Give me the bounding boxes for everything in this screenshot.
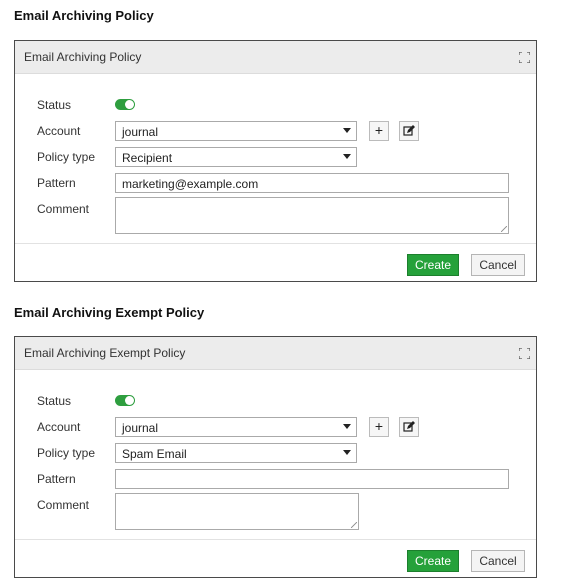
policy-type-label: Policy type <box>37 446 96 460</box>
pattern-label: Pattern <box>37 176 76 190</box>
policy-type-select[interactable] <box>115 443 357 463</box>
comment-label: Comment <box>37 498 90 512</box>
comment-label: Comment <box>37 202 90 216</box>
expand-icon[interactable] <box>519 348 530 359</box>
dialog-title: Email Archiving Exempt Policy <box>24 346 186 360</box>
policy-type-row <box>15 443 536 465</box>
create-button[interactable]: Create <box>407 254 459 276</box>
resize-grip-icon[interactable] <box>501 226 507 232</box>
status-row <box>15 391 536 413</box>
pattern-label: Pattern <box>37 472 76 486</box>
edit-icon <box>403 125 415 137</box>
add-account-button[interactable] <box>369 417 389 437</box>
policy-type-select-value: Spam Email <box>122 447 187 461</box>
plus-icon: + <box>374 122 384 138</box>
exempt-policy-dialog <box>14 336 537 578</box>
policy-type-label: Policy type <box>37 150 96 164</box>
policy-type-row <box>15 147 536 169</box>
account-select-value: journal <box>122 125 159 139</box>
dialog-footer <box>15 539 536 577</box>
comment-textarea[interactable] <box>115 493 359 530</box>
pattern-row <box>15 173 536 195</box>
comment-row <box>15 197 536 237</box>
pattern-row <box>15 469 536 491</box>
expand-icon[interactable] <box>519 52 530 63</box>
account-label: Account <box>37 420 81 434</box>
edit-account-button[interactable] <box>399 417 419 437</box>
account-label: Account <box>37 124 81 138</box>
chevron-down-icon <box>343 424 351 429</box>
archiving-section-heading: Email Archiving Policy <box>14 8 154 23</box>
pattern-input[interactable]: marketing@example.com <box>115 173 509 193</box>
comment-row <box>15 493 536 533</box>
cancel-button[interactable]: Cancel <box>471 254 525 276</box>
edit-icon <box>403 421 415 433</box>
policy-type-select[interactable] <box>115 147 357 167</box>
pattern-input[interactable] <box>115 469 509 489</box>
account-row <box>15 417 536 439</box>
policy-type-select-value: Recipient <box>122 151 173 165</box>
archiving-policy-dialog <box>14 40 537 282</box>
dialog-header <box>15 337 536 370</box>
status-toggle[interactable] <box>115 99 135 110</box>
dialog-title: Email Archiving Policy <box>24 50 142 64</box>
account-row <box>15 121 536 143</box>
dialog-header <box>15 41 536 74</box>
add-account-button[interactable] <box>369 121 389 141</box>
plus-icon: + <box>374 418 384 434</box>
status-row <box>15 95 536 117</box>
edit-account-button[interactable] <box>399 121 419 141</box>
chevron-down-icon <box>343 154 351 159</box>
resize-grip-icon[interactable] <box>351 522 357 528</box>
status-label: Status <box>37 394 72 408</box>
dialog-footer <box>15 243 536 281</box>
account-select[interactable] <box>115 417 357 437</box>
cancel-button[interactable]: Cancel <box>471 550 525 572</box>
create-button[interactable]: Create <box>407 550 459 572</box>
account-select[interactable] <box>115 121 357 141</box>
exempt-section-heading: Email Archiving Exempt Policy <box>14 305 205 320</box>
chevron-down-icon <box>343 450 351 455</box>
chevron-down-icon <box>343 128 351 133</box>
comment-textarea[interactable] <box>115 197 509 234</box>
status-toggle[interactable] <box>115 395 135 406</box>
account-select-value: journal <box>122 421 159 435</box>
status-label: Status <box>37 98 72 112</box>
